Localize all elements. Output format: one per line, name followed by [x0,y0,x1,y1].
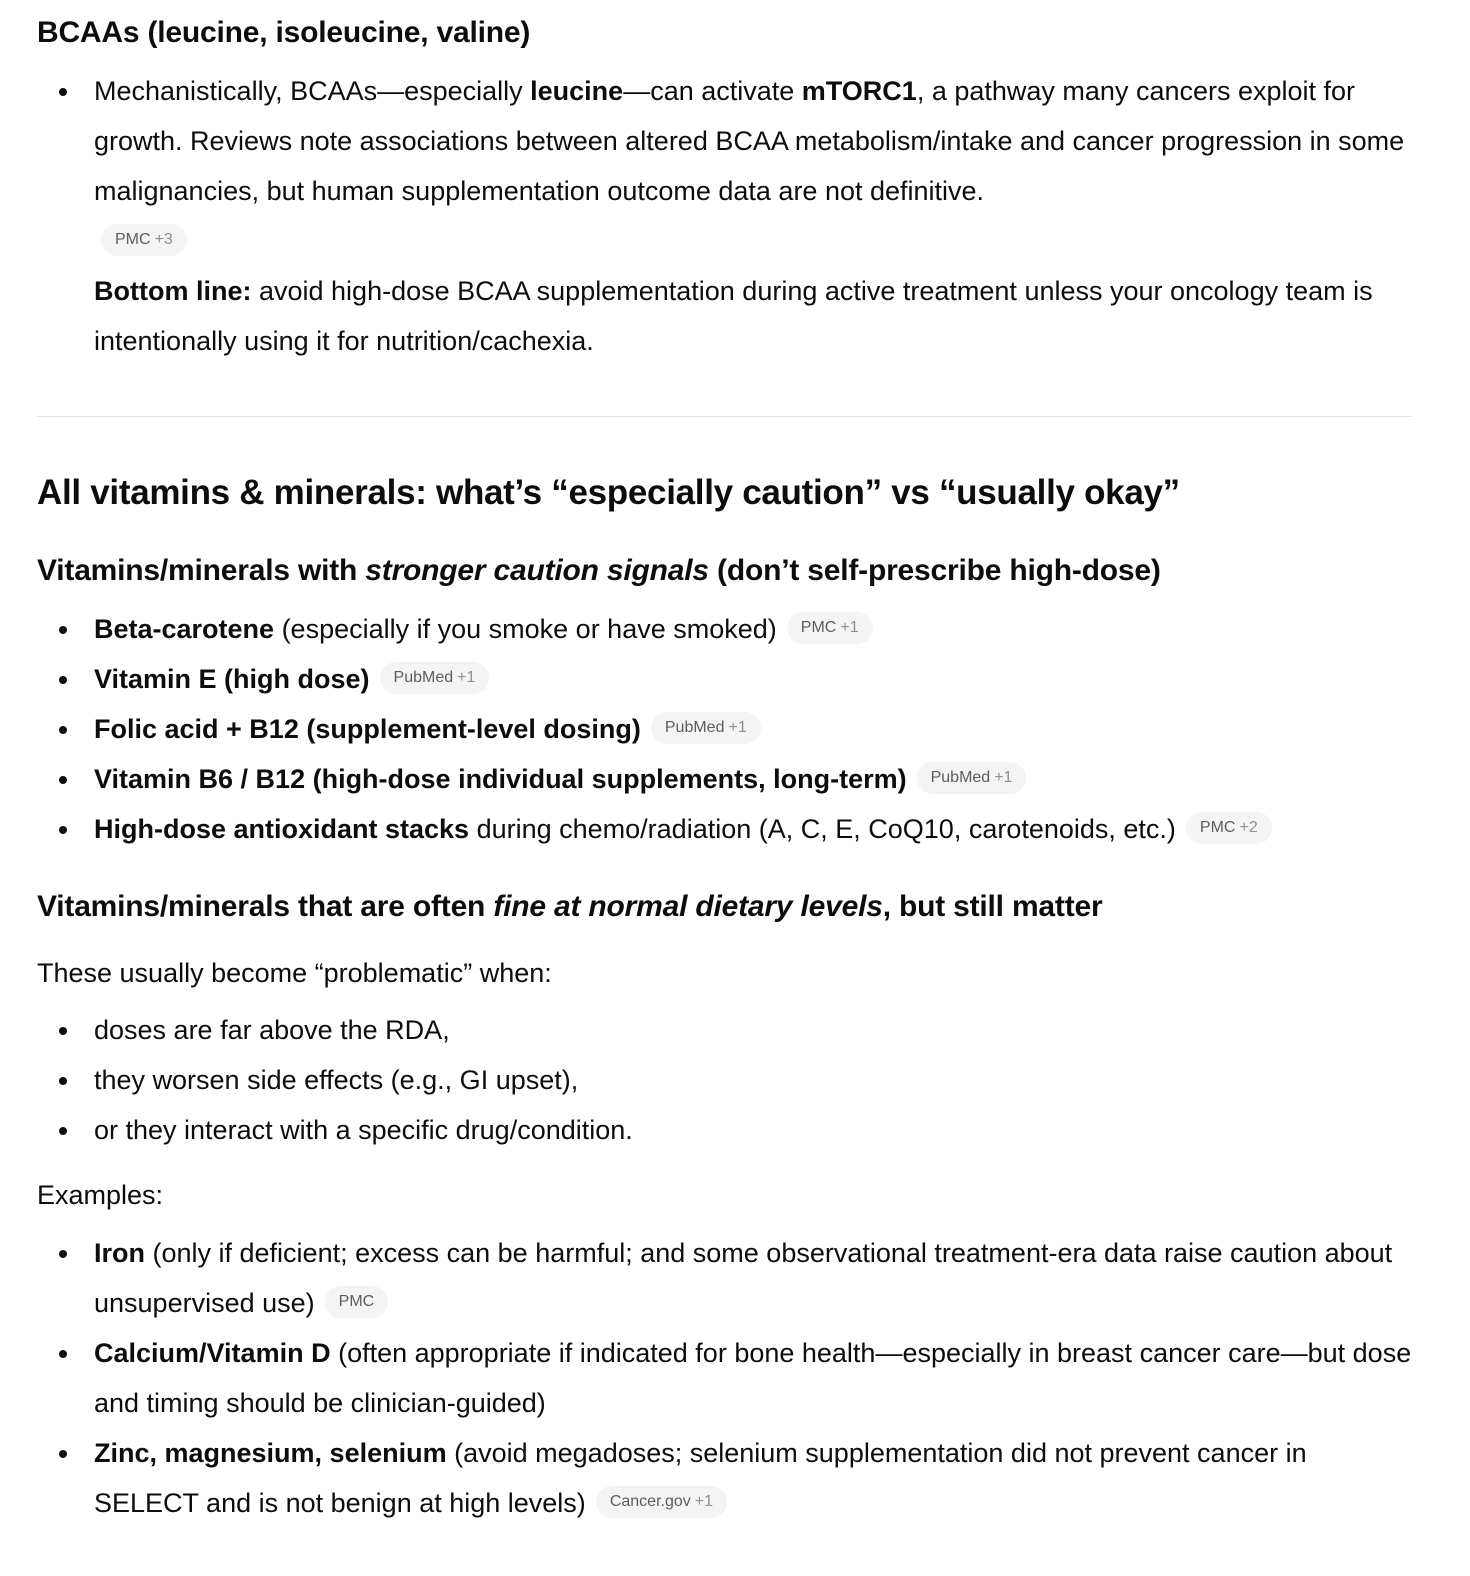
list-item [37,604,1412,654]
bottom-line-label: Bottom line: [94,276,252,306]
fine-heading [37,887,1412,927]
conditions-list [37,1005,1412,1155]
examples-list [37,1228,1412,1528]
list-item: they worsen side effects (e.g., GI upset), [37,1055,1412,1105]
text: (only if deficient; excess can be harmful; and some observational treatment-era data raise caution about unsupervised use) [94,1238,1393,1318]
citation-source: PubMed [930,768,991,786]
bold-text: mTORC1 [801,76,917,106]
citation-count: +1 [694,1492,713,1510]
heading-text: (don’t self-prescribe high-dose) [708,554,1161,587]
heading-text: Vitamins/minerals with [37,554,366,587]
citation-source: PMC [115,230,151,248]
bcaa-heading: BCAAs (leucine, isoleucine, valine) [37,16,531,49]
citation-count: +1 [457,668,476,686]
citation-source: Cancer.gov [609,1492,691,1510]
list-item [37,654,1412,704]
heading-text: Vitamins/minerals that are often [37,890,494,923]
citation-badge[interactable] [651,712,761,744]
fine-intro: These usually become “problematic” when: [37,958,552,988]
bold-text: High-dose antioxidant stacks [94,814,470,844]
caution-list [37,604,1412,854]
bold-text: leucine [530,76,624,106]
list-item: doses are far above the RDA, [37,1005,1412,1055]
citation-badge[interactable] [787,612,873,644]
text: during chemo/radiation (A, C, E, CoQ10, carotenoids, etc.) [469,814,1176,844]
list-item [37,704,1412,754]
text: (especially if you smoke or have smoked) [274,614,777,644]
citation-source: PMC [1199,818,1236,836]
list-item [37,754,1412,804]
vitamins-heading: All vitamins & minerals: what’s “especially caution” vs “usually okay” [37,473,1180,512]
bottom-line-text: avoid high-dose BCAA supplementation during active treatment unless your oncology team is intentionally using it for nutrition/cachexia. [94,276,1373,356]
heading-emphasis: stronger caution signals [365,554,709,587]
citation-count: +1 [994,768,1013,786]
examples-label: Examples: [37,1180,164,1210]
bold-text: Beta-carotene [94,614,275,644]
citation-count: +3 [154,230,173,248]
citation-source: PubMed [664,718,725,736]
bcaa-list [37,66,1412,366]
list-item [37,1428,1412,1528]
citation-source: PubMed [393,668,454,686]
divider [37,416,1412,417]
citation-badge[interactable] [596,1486,727,1518]
caution-heading [37,551,1412,591]
text: —can activate [623,76,802,106]
list-item [37,1228,1412,1328]
citation-count: +2 [1239,818,1258,836]
bold-text: Zinc, magnesium, selenium [94,1438,447,1468]
text: (avoid megadoses; selenium supplementation did not prevent cancer in SELECT and is not benign at high levels) [94,1438,1307,1518]
citation-source: PMC [800,618,837,636]
text: (often appropriate if indicated for bone health—especially in breast cancer care—but dose and timing should be clinician-guided) [94,1338,1412,1418]
citation-count: +1 [728,718,747,736]
list-item [37,66,1412,366]
bold-text: Calcium/Vitamin D [94,1338,331,1368]
bold-text: Vitamin E (high dose) [94,664,370,694]
heading-text: , but still matter [882,890,1103,923]
citation-badge[interactable] [325,1286,389,1318]
citation-badge[interactable] [917,762,1027,794]
list-item: or they interact with a specific drug/condition. [37,1105,1412,1155]
citation-badge[interactable] [380,662,490,694]
bold-text: Folic acid + B12 (supplement-level dosing) [94,714,641,744]
bottom-line [94,266,1412,366]
heading-emphasis: fine at normal dietary levels [493,890,883,923]
citation-badge[interactable] [101,224,187,256]
bold-text: Vitamin B6 / B12 (high-dose individual supplements, long-term) [94,764,907,794]
bold-text: Iron [94,1238,145,1268]
list-item [37,1328,1412,1428]
list-item [37,804,1412,854]
citation-badge[interactable] [1186,812,1272,844]
citation-count: +1 [840,618,859,636]
citation-source: PMC [338,1292,375,1310]
text: Mechanistically, BCAAs—especially [94,76,531,106]
text: , a pathway many cancers exploit for growth. Reviews note associations between altered BCAA metabolism/intake and cancer progression in some malignancies, but human supplementation outcome data are not definitive. [94,76,1405,206]
